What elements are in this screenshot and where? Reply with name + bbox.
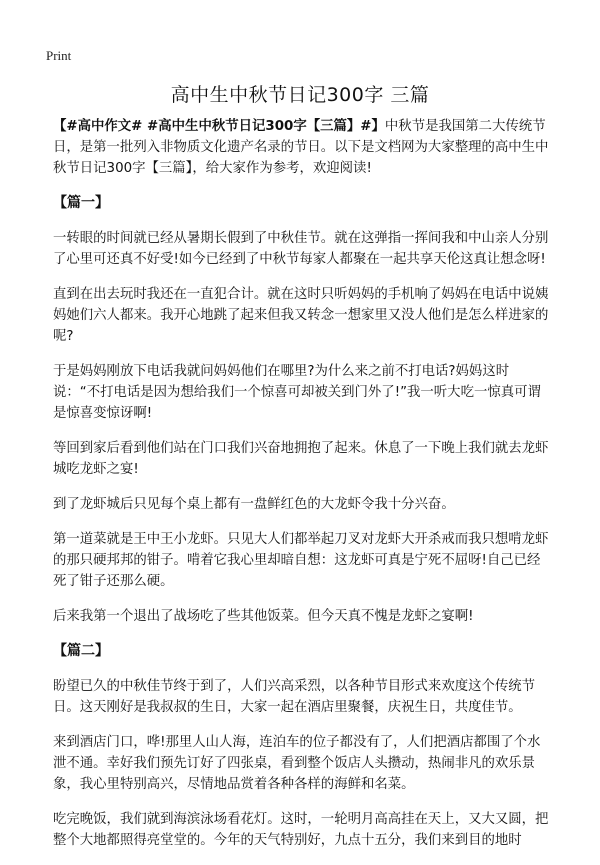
paragraph: 直到在出去玩时我还在一直犯合计。就在这时只听妈妈的手机响了妈妈在电话中说姨妈她们六人都来。我开心地跳了起来但我又转念一想家里又没人他们是怎么样进家的呢?	[53, 287, 549, 344]
paragraph: 后来我第一个退出了战场吃了些其他饭菜。但今天真不愧是龙虾之宴啊!	[53, 609, 474, 624]
intro-text: 中秋节是我国第二大传统节日，是第一批列入非物质文化遗产名录的节日。以下是文档网为大家整理的高中生中秋节日记300字【三篇】，给大家作为参考，欢迎阅读!	[53, 119, 549, 176]
paragraph: 于是妈妈刚放下电话我就问妈妈他们在哪里?为什么来之前不打电话?妈妈这时说：“不打电话是因为想给我们一个惊喜可却被关到门外了!”我一听大吃一惊真可谓是惊喜变惊讶啊!	[53, 364, 541, 421]
paragraph: 吃完晚饭，我们就到海滨泳场看花灯。这时，一轮明月高高挂在天上，又大又圆，把整个大地都照得亮堂堂的。今年的天气特别好，九点十五分，我们来到目的地时	[53, 812, 549, 848]
section-heading-2: 【篇二】	[53, 643, 109, 659]
paragraph: 盼望已久的中秋佳节终于到了，人们兴高采烈，以各种节目形式来欢度这个传统节日。这天刚好是我叔叔的生日，大家一起在酒店里聚餐，庆祝生日，共度佳节。	[53, 679, 536, 715]
paragraph: 第一道菜就是王中王小龙虾。只见大人们都举起刀叉对龙虾大开杀戒而我只想啃龙虾的那只硬邦邦的钳子。啃着它我心里却暗自想：这龙虾可真是宁死不屈呀!自己已经死了钳子还那么硬。	[53, 532, 549, 589]
paragraph: 来到酒店门口，哗!那里人山人海，连泊车的位子都没有了，人们把酒店都围了个水泄不通。幸好我们预先订好了四张桌，看到整个饭店人头攒动，热闹非凡的欢乐景象，我心里特别高兴，尽情地品赏着各种各样的海鲜和名菜。	[53, 735, 541, 792]
article-body	[53, 116, 553, 865]
paragraph: 一转眼的时间就已经从暑期长假到了中秋佳节。就在这弹指一挥间我和中山亲人分别了心里可还真不好受!如今已经到了中秋节每家人都聚在一起共享天伦这真让想念呀!	[53, 231, 549, 267]
section-heading-1: 【篇一】	[53, 195, 109, 211]
page-title: 高中生中秋节日记300字 三篇	[170, 84, 430, 106]
paragraph: 等回到家后看到他们站在门口我们兴奋地拥抱了起来。休息了一下晚上我们就去龙虾城吃龙虾之宴!	[53, 441, 549, 477]
print-label: Print	[46, 48, 72, 63]
intro-paragraph	[53, 116, 553, 179]
paragraph: 到了龙虾城后只见每个桌上都有一盘鲜红色的大龙虾令我十分兴奋。	[53, 497, 455, 512]
intro-tags: 【#高中作文# #高中生中秋节日记300字【三篇】#】	[53, 119, 385, 134]
